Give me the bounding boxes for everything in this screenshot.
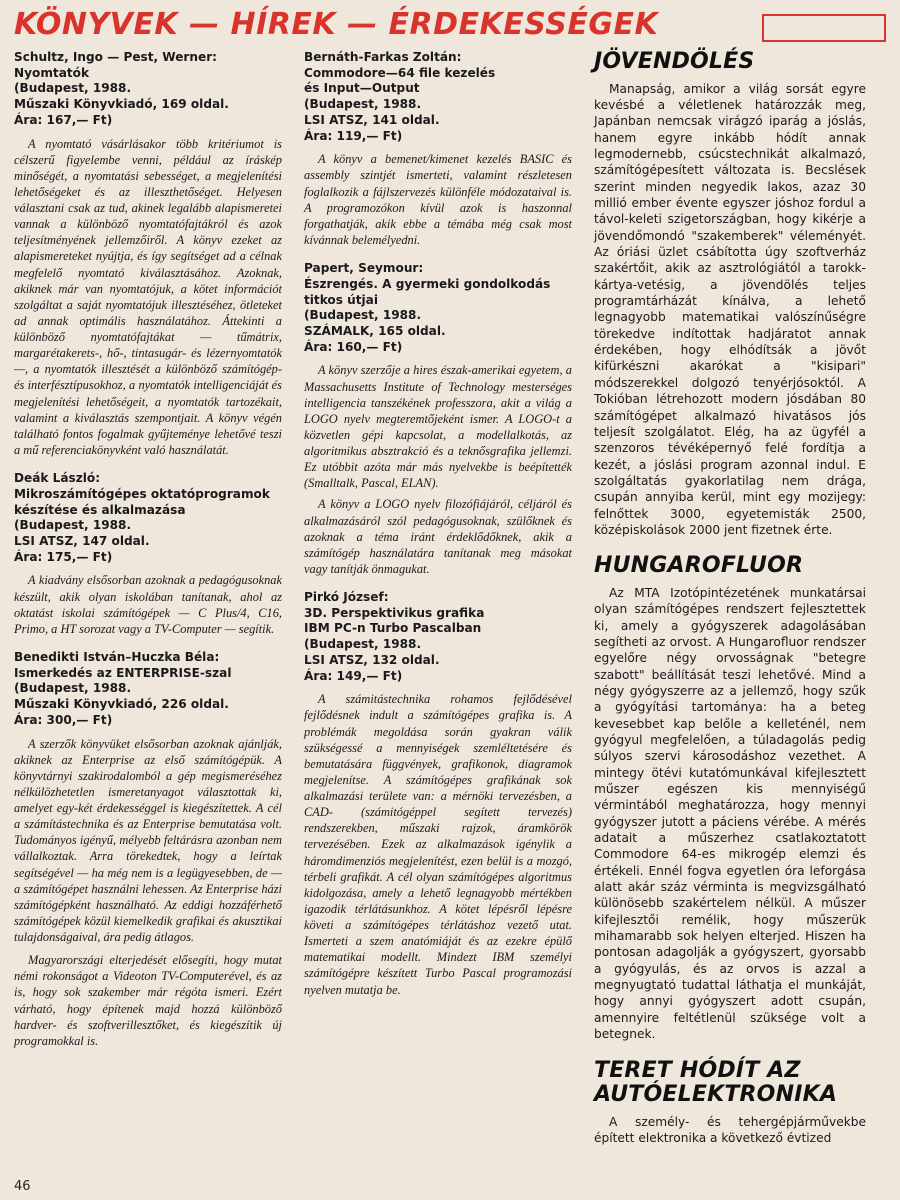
heading-line: (Budapest, 1988. bbox=[14, 681, 132, 696]
book-heading bbox=[304, 261, 572, 355]
heading-line: (Budapest, 1988. bbox=[304, 637, 422, 652]
heading-line: SZÁMALK, 165 oldal. bbox=[304, 323, 446, 338]
article-title: JÖVENDÖLÉS bbox=[594, 49, 755, 74]
heading-line: Commodore—64 file kezelés bbox=[304, 65, 496, 80]
book-description: Magyarországi elterjedését elősegíti, hogy mutat némi rokonságot a Videoton TV-Computerével, és az is, hogy sok szakember már régóta ismeri. Ezért várható, hogy építenek majd hozzá különböző hardver- és szoftverillesztőket, és kiegészítik új programokkal is. bbox=[14, 953, 282, 1048]
heading-line: Ára: 119,— Ft) bbox=[304, 128, 403, 143]
heading-line: Papert, Seymour: bbox=[304, 261, 424, 276]
book-entry bbox=[14, 471, 282, 637]
heading-line: Észrengés. A gyermeki gondolkodás bbox=[304, 276, 551, 291]
heading-line: és Input—Output bbox=[304, 81, 420, 96]
heading-line: Benedikti István–Huczka Béla: bbox=[14, 649, 220, 664]
book-description: A kiadvány elsősorban azoknak a pedagógusoknak készült, akik olyan iskolában tanítanak, ahol az oktatást iskolai számítógépek — C Plus/4, C16, Primo, a HT sorozat vagy a TV-Computer — segítik. bbox=[14, 573, 282, 636]
heading-line: (Budapest, 1988. bbox=[14, 518, 132, 533]
heading-line: titkos útjai bbox=[304, 292, 378, 307]
book-entry bbox=[304, 261, 572, 577]
heading-line: Mikroszámítógépes oktatóprogramok bbox=[14, 486, 270, 501]
heading-line: LSI ATSZ, 132 oldal. bbox=[304, 652, 440, 667]
heading-line: (Budapest, 1988. bbox=[14, 81, 132, 96]
book-description: A szerzők könyvüket elsősorban azoknak ajánlják, akiknek az Enterprise az első számítógépük. A könyvtárnyi szakirodalomból a gép megismeréséhez nélkülözhetetlen ismeretanyagot választottak ki, amelyet egy-két érdekességgel is kiegészítettek. A cél a számítástechnika és az Enterprise bemutatása volt. Tudományos igényű, mélyebb feltárásra azonban nem vállalkoztak. Arra törekedtek, hogy a leírtak segítségével — ha még nem is a legügyesebben, de — a számítógépet használni lehessen. Az Enterprise házi számítógépként használható. Az eddigi hozzáférhető számítógépek közül kiemelkedik grafikai és akusztikai tulajdonságaival, ára pedig átlagos. bbox=[14, 736, 282, 944]
heading-line: Ára: 167,— Ft) bbox=[14, 112, 113, 127]
heading-line: Nyomtatók bbox=[14, 65, 89, 80]
heading-line: Ára: 160,— Ft) bbox=[304, 339, 403, 354]
masthead bbox=[14, 7, 886, 44]
article-teret-hodit bbox=[594, 1059, 866, 1147]
heading-line: Műszaki Könyvkiadó, 226 oldal. bbox=[14, 697, 229, 712]
heading-line: (Budapest, 1988. bbox=[304, 97, 422, 112]
book-heading bbox=[14, 471, 282, 565]
article-body: Az MTA Izotópintézetének munkatársai olyan számítógépes rendszert fejlesztettek ki, amely a gyógyszerek adagolásában segítheti az orvost. A Hungarofluor rendszer egyelőre négy orvosságnak "betegre szabott" beállítását teszi lehetővé. Mind a négy gyógyszerre az a jellemző, hogy szűk a gyógyítási tartománya: ha a beteg kevesebbet kap belőle a kelleténél, nem gyógyul megfelelően, a túladagolás pedig súlyos szervi károsodáshoz vezethet. A mintegy ötévi kutatómunkával kifejlesztett műszer egészen kis mennyiségű vérmintából meghatározza, hogy mennyi gyógyszer jutott a páciens vérébe. A mérés adatait a műszerhez csatlakoztatott Commodore 64-es mikrogép elemzi és értékeli. Ennél fogva egyetlen óra leforgása alatt akár száz vérminta is megvizsgálható különösebb szakértelem nélkül. A műszer kifejlesztői remélik, hogy műszerük mihamarabb sok helyen elterjed. Hiszen ha pontosan adagolják a gyógyszert, gyorsabb a gyógyulás, és az orvos is azzal a megnyugtató tudattal láthatja el munkáját, hogy annyi gyógyszert adott csupán, amennyire feltétlenül szüksége volt a betegnek. bbox=[594, 585, 866, 1042]
book-heading bbox=[304, 590, 572, 684]
masthead-decorative-box bbox=[762, 14, 886, 42]
book-entry bbox=[14, 650, 282, 1049]
heading-line: LSI ATSZ, 141 oldal. bbox=[304, 112, 440, 127]
book-description: A számitástechnika rohamos fejlődésével fejlődésnek indult a számítógépes grafika is. A problémák megoldása során gyakran válik szükségessé a mennyiségek szemléltetésére és bemutatására függvények, grafikonok, diagramok megjelenítse. A számítógépes grafikának sok alkalmazási területe van: a mérnöki tervezésben, a CAD- (számitógéppel segített tervezés) rendszerekben, műszaki rajzok, áramkörök tervezésében. Ezek az alkalmazások igénylik a háromdimenziós megjelenítést, ezen belül is a mozgó, térbeli grafikát. A cél olyan számítógépes algoritmus kidolgozása, amely a lehető legnagyobb mértékben igazodik térlátásunkhoz. A kötet lépésről lépésre követi a számítógépes térlátáshoz vezető utat. Ismerteti a szem anatómiáját és az ezekre épülő matematikai modellt. Mindezt IBM személyi számítógépre készített Turbo Pascal programozási nyelven mutatja be. bbox=[304, 692, 572, 997]
heading-line: Ismerkedés az ENTERPRISE-szal bbox=[14, 665, 232, 680]
heading-line: Schultz, Ingo — Pest, Werner: bbox=[14, 50, 217, 64]
column-2 bbox=[304, 50, 572, 1160]
book-description: A könyv szerzője a hires észak-amerikai egyetem, a Massachusetts Institute of Technology mesterséges intelligencia tanszékének professzora, akit a világ a LOGO nyelv megteremtőjeként ismer. A LOGO-t a közvetlen gépi kapcsolat, a modellalkotás, az algoritmikus absztrakció és a teknősgrafika jellemzi. Ez utóbbit azóta már más nyelvekbe is beépítették (Smalltalk, Pascal, ELAN). bbox=[304, 363, 572, 491]
heading-line: Ára: 300,— Ft) bbox=[14, 712, 113, 727]
book-entry bbox=[304, 590, 572, 998]
book-entry bbox=[304, 50, 572, 248]
book-heading bbox=[14, 50, 282, 129]
heading-line: LSI ATSZ, 147 oldal. bbox=[14, 533, 150, 548]
book-heading bbox=[14, 650, 282, 729]
article-title: TERET HÓDÍT AZ AUTÓELEKTRONIKA bbox=[594, 1057, 838, 1108]
masthead-title: KÖNYVEK — HÍREK — ÉRDEKESSÉGEK bbox=[14, 7, 659, 42]
heading-line: Bernáth-Farkas Zoltán: bbox=[304, 50, 462, 64]
column-3 bbox=[594, 50, 866, 1160]
heading-line: Műszaki Könyvkiadó, 169 oldal. bbox=[14, 97, 229, 112]
column-1 bbox=[14, 50, 282, 1160]
article-jovendoles bbox=[594, 50, 866, 538]
heading-line: Ára: 149,— Ft) bbox=[304, 668, 403, 683]
article-hungarofluor bbox=[594, 554, 866, 1042]
book-entry bbox=[14, 50, 282, 458]
heading-line: készítése és alkalmazása bbox=[14, 502, 186, 517]
heading-line: Pirkó József: bbox=[304, 590, 389, 604]
book-heading bbox=[304, 50, 572, 144]
heading-line: Ára: 175,— Ft) bbox=[14, 549, 113, 564]
article-body: A személy- és tehergépjárművekbe épített elektronika a következő évtized bbox=[594, 1114, 866, 1146]
heading-line: (Budapest, 1988. bbox=[304, 308, 422, 323]
book-description: A könyv a bemenet/kimenet kezelés BASIC és assembly szintjét ismerteti, valamint részletesen foglalkozik a fájlszervezés különféle módozataival is. A programozókon kívül azok is haszonnal forgathatják, akik ebbe a témába még csak most kívánnak belemélyedni. bbox=[304, 152, 572, 247]
heading-line: Deák László: bbox=[14, 471, 101, 486]
heading-line: IBM PC-n Turbo Pascalban bbox=[304, 621, 482, 636]
book-description: A nyomtató vásárlásakor több kritériumot is célszerű figyelembe venni, például az íráskép minőségét, a nyomtatási sebességet, a megjelenítési lehetőségeket és az illeszthetőséget. Helyesen választani csak az tud, akinek legalább alapismeretei vannak a különböző nyomtatófajtákról és azok teljesítményének jellemzőiről. A könyv ezeket az alapismereteket nyújtja, és így segítséget ad a célnak megfelelő nyomtató kiválasztásához. Azoknak, akiknek már van nyomtatójuk, a kötet információt szolgáltat a saját nyomtatójuk illesztéséhez, ötleteket ad annak optimális használatához. Áttekinti a különböző nyomtatófajtákat — tűmátrix, margarétakerets-, hő-, tintasugár- és lézernyomtatók —, a nyomtatók illesztését a különböző számítógép- és interfésztípusokhoz, a nyomtatók intelligenciáját és megjelenítési lehetőségeit, a nyomtatók tartozékait, valamint a kiválasztás szempontjait. A könyv végén található fontos fogalmak gyűjteménye lehetővé teszi a mű referenciakönyvként való használatát. bbox=[14, 136, 282, 457]
page-columns bbox=[14, 50, 886, 1160]
article-body: Manapság, amikor a világ sorsát egyre kevésbé a véletlenek határozzák meg, Japánban nemcsak virágzó iparág a jóslás, hanem egyre inkább hódít annak legmodernebb, csúcstechnikát alkalmazó, számítógépesített változata is. Becslések szerint minden negyedik lakos, azaz 30 millió ember évente egyszer jóshoz fordul a távol-keleti szigetországban, hogy kikérje a jövendőmondó "szakemberek" véleményét. Az óriási üzlet csábította úgy szoftverház szakértőit, akik az asztrológiától a tarokk-kártya-vetésig, a jövendölés teljes programtárházát kínálva, a lehető legnagyobb matematikai valószínűségre törekedve indítottak hadjáratot annak érdekében, hogy elhódítsák a jövőt kifürkészni akarókat a "kisipari" módszerekkel dolgozó tenyérjósoktól. A Tokióban létrehozott modern jósdában 80 számítógépet alkalmazó hivatásos jós teljesít szolgálatot. Elég, ha az ügyfél a szenzoros tévéképernyő felé fordítja a kezét, a jóslási program azonnal indul. E szolgáltatás gyakorlatilag nem drága, csupán annyiba kerül, mint egy mozijegy: felnőttek 3000, egyetemisták 2500, középiskolások 2000 jent fizetnek érte. bbox=[594, 81, 866, 537]
heading-line: 3D. Perspektivikus grafika bbox=[304, 605, 485, 620]
article-title: HUNGAROFLUOR bbox=[594, 553, 804, 579]
page-number: 46 bbox=[14, 1179, 31, 1194]
book-description: A könyv a LOGO nyelv filozófiájáról, céljáról és alkalmazásáról szól pedagógusoknak, szülőknek és azoknak a téma iránt érdeklődőknek, akik a számítógép használatára tanítanak meg másokat vagy tanítják önmagukat. bbox=[304, 497, 572, 576]
